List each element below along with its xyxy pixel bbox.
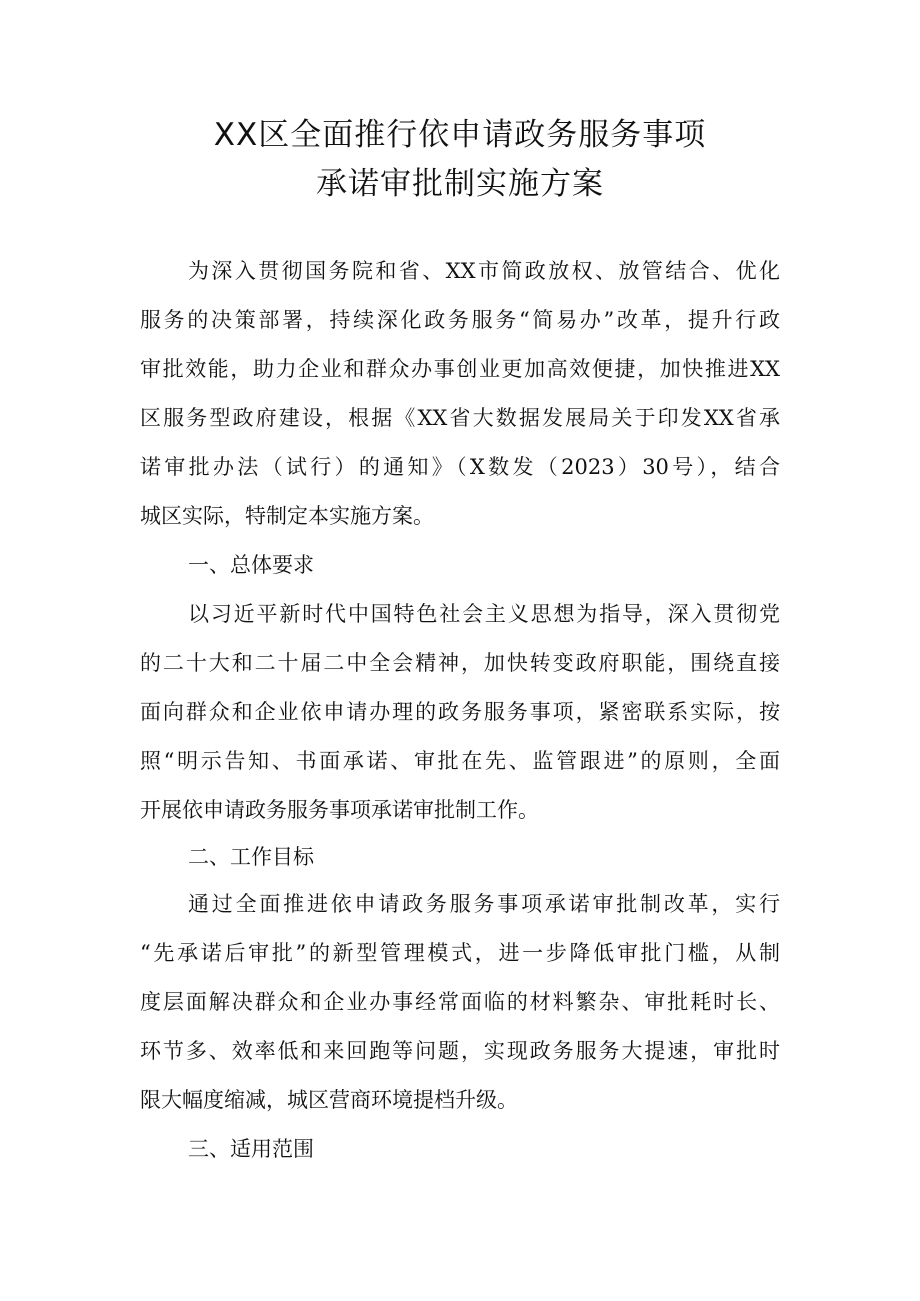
section2-line: 限大幅度缩减，城区营商环境提档升级。 <box>140 1088 518 1112</box>
intro-line: 诺审批办法（试行）的通知》（X数发（2023）30号），结合 <box>140 455 780 479</box>
intro-line: 区服务型政府建设，根据《XX省大数据发展局关于印发XX省承 <box>140 406 780 430</box>
section1-line: 以习近平新时代中国特色社会主义思想为指导，深入贯彻党 <box>188 602 780 626</box>
section1-line: 面向群众和企业依申请办理的政务服务事项，紧密联系实际，按 <box>140 700 780 724</box>
document-title-line-1: XX区全面推行依申请政务服务事项 <box>213 117 707 153</box>
intro-line: 为深入贯彻国务院和省、XX市简政放权、放管结合、优化 <box>188 259 780 283</box>
section1-line: 照“明示告知、书面承诺、审批在先、监管跟进”的原则，全面 <box>140 749 780 773</box>
intro-line: 服务的决策部署，持续深化政务服务“简易办”改革，提升行政 <box>140 308 780 332</box>
document-title-line-2: 承诺审批制实施方案 <box>316 166 604 202</box>
section1-line: 开展依申请政务服务事项承诺审批制工作。 <box>140 798 539 822</box>
section2-line: 环节多、效率低和来回跑等问题，实现政务服务大提速，审批时 <box>140 1039 780 1063</box>
section-heading-overall-requirements: 一、总体要求 <box>188 553 314 577</box>
intro-line: 审批效能，助力企业和群众办事创业更加高效便捷，加快推进XX <box>140 357 780 381</box>
section1-line: 的二十大和二十届二中全会精神，加快转变政府职能，围绕直接 <box>140 651 780 675</box>
section-heading-scope: 三、适用范围 <box>188 1137 314 1161</box>
intro-line: 城区实际，特制定本实施方案。 <box>140 504 434 528</box>
section-heading-work-goals: 二、工作目标 <box>188 845 314 869</box>
section2-line: 度层面解决群众和企业办事经常面临的材料繁杂、审批耗时长、 <box>140 990 780 1014</box>
section2-line: 通过全面推进依申请政务服务事项承诺审批制改革，实行 <box>188 892 780 916</box>
section2-line: “先承诺后审批”的新型管理模式，进一步降低审批门槛，从制 <box>140 941 780 965</box>
